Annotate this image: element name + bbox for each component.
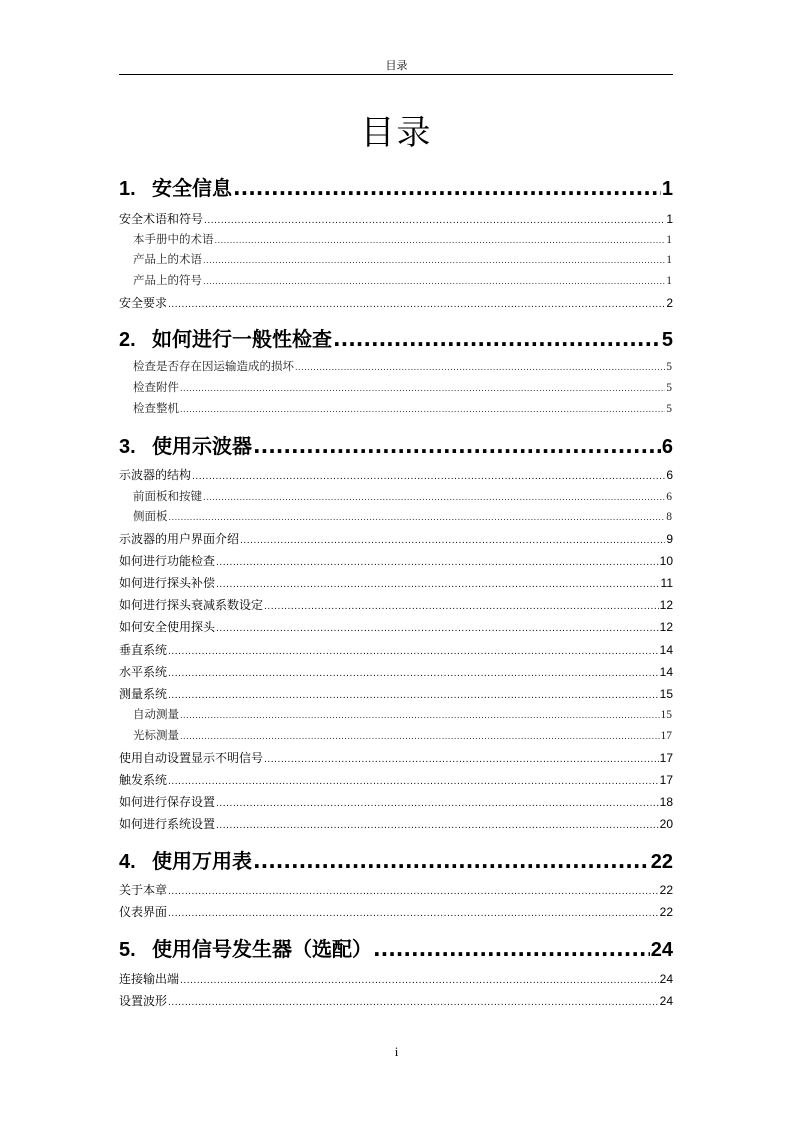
toc-dot-leader [180, 405, 665, 414]
toc-entry-title: 触发系统 [119, 773, 168, 787]
toc-entry-title: 安全术语和符号 [119, 212, 204, 226]
toc-dot-leader [264, 602, 659, 612]
toc-dot-leader [180, 976, 659, 986]
toc-subsection-entry[interactable] [133, 231, 672, 247]
toc-page-number: 18 [659, 795, 673, 809]
toc-page-number: 11 [660, 576, 673, 590]
toc-dot-leader [180, 711, 660, 720]
toc-page-number: 6 [666, 468, 673, 482]
toc-page-number: 15 [660, 709, 672, 721]
toc-dot-leader [295, 363, 665, 372]
toc-page-number: 20 [659, 817, 673, 831]
toc-dot-leader [168, 777, 659, 787]
toc-entry-title: 本手册中的术语 [133, 232, 214, 246]
toc-section-entry[interactable] [119, 574, 673, 591]
toc-dot-leader [264, 755, 659, 765]
toc-subsection-entry[interactable] [133, 488, 672, 504]
toc-page-number: 6 [661, 436, 673, 458]
toc-page-number: 17 [659, 751, 673, 765]
toc-section-entry[interactable] [119, 663, 673, 680]
toc-dot-leader [180, 384, 665, 393]
toc-dot-leader [169, 513, 666, 522]
toc-entry-title: 光标测量 [133, 728, 179, 742]
toc-page-number: 1 [666, 254, 672, 266]
toc-page-number: 8 [666, 511, 672, 523]
toc-page-number: 17 [660, 730, 672, 742]
toc-entry-title: 设置波形 [119, 994, 168, 1008]
toc-page-number: 17 [659, 773, 673, 787]
toc-subsection-entry[interactable] [133, 358, 672, 374]
toc-subsection-entry[interactable] [133, 251, 672, 267]
toc-subsection-entry[interactable] [133, 400, 672, 416]
toc-entry-title: 仪表界面 [119, 905, 168, 919]
toc-dot-leader [216, 799, 659, 809]
toc-subsection-entry[interactable] [133, 272, 672, 288]
toc-entry-title: 检查整机 [133, 401, 179, 415]
toc-entry-title: 示波器的结构 [119, 468, 192, 482]
toc-section-entry[interactable] [119, 815, 673, 832]
toc-section-entry[interactable] [119, 618, 673, 635]
toc-entry-title: 使用示波器 [152, 434, 252, 458]
toc-dot-leader [203, 256, 665, 265]
toc-entry-title: 如何安全使用探头 [119, 620, 216, 634]
toc-page-number: 24 [659, 994, 673, 1008]
toc-entry-title: 连接输出端 [119, 972, 180, 986]
toc-page-number: 15 [659, 687, 673, 701]
toc-page-number: 22 [659, 905, 673, 919]
toc-entry-title: 如何进行一般性检查 [152, 327, 332, 351]
toc-dot-leader [216, 821, 659, 831]
toc-page-number: 6 [666, 491, 672, 503]
toc-dot-leader [253, 849, 650, 873]
toc-dot-leader [216, 580, 660, 590]
toc-entry-title: 示波器的用户界面介绍 [119, 532, 240, 546]
toc-page-number: 1 [666, 212, 673, 226]
toc-subsection-entry[interactable] [133, 508, 672, 524]
toc-dot-leader [204, 216, 665, 226]
toc-page-number: 24 [659, 972, 673, 986]
toc-entry-title: 关于本章 [119, 883, 168, 897]
toc-section-entry[interactable] [119, 210, 673, 227]
toc-entry-title: 使用信号发生器（选配） [152, 937, 372, 961]
toc-page-number: 22 [659, 883, 673, 897]
toc-chapter-entry[interactable] [119, 933, 673, 962]
toc-entry-title: 产品上的符号 [133, 273, 202, 287]
toc-page-number: 5 [661, 329, 673, 351]
toc-dot-leader [168, 300, 665, 310]
toc-chapter-entry[interactable] [119, 845, 673, 874]
toc-entry-title: 如何进行探头衰减系数设定 [119, 598, 264, 612]
toc-chapter-entry[interactable] [119, 430, 673, 459]
toc-page-number: 2 [666, 296, 673, 310]
toc-page-number: 1 [661, 178, 673, 200]
toc-subsection-entry[interactable] [133, 379, 672, 395]
toc-entry-title: 检查是否存在因运输造成的损坏 [133, 359, 294, 373]
toc-section-entry[interactable] [119, 992, 673, 1009]
toc-dot-leader [240, 536, 665, 546]
toc-section-entry[interactable] [119, 793, 673, 810]
toc-entry-title: 自动测量 [133, 707, 179, 721]
toc-section-entry[interactable] [119, 530, 673, 547]
toc-dot-leader [168, 887, 659, 897]
toc-chapter-number: 1. [119, 178, 136, 200]
header-divider [119, 74, 673, 75]
toc-dot-leader [168, 669, 659, 679]
toc-entry-title: 使用自动设置显示不明信号 [119, 751, 264, 765]
toc-chapter-number: 3. [119, 436, 136, 458]
toc-entry-title: 测量系统 [119, 687, 168, 701]
toc-entry-title: 检查附件 [133, 380, 179, 394]
toc-dot-leader [203, 277, 665, 286]
toc-chapter-number: 2. [119, 329, 136, 351]
toc-section-entry[interactable] [119, 552, 673, 569]
toc-section-entry[interactable] [119, 596, 673, 613]
toc-page-number: 14 [659, 665, 673, 679]
toc-dot-leader [333, 327, 661, 351]
toc-dot-leader [168, 647, 659, 657]
toc-page-number: 5 [666, 361, 672, 373]
toc-entry-title: 垂直系统 [119, 643, 168, 657]
toc-dot-leader [180, 732, 660, 741]
toc-section-entry[interactable] [119, 903, 673, 920]
toc-dot-leader [203, 493, 665, 502]
toc-page-number: 10 [659, 554, 673, 568]
toc-page-number: 24 [650, 939, 673, 961]
toc-chapter-number: 4. [119, 851, 136, 873]
toc-subsection-entry[interactable] [133, 706, 672, 722]
toc-entry-title: 使用万用表 [152, 849, 252, 873]
toc-page-number: 9 [666, 532, 673, 546]
toc-entry-title: 安全要求 [119, 296, 168, 310]
page-number: i [394, 1044, 399, 1059]
toc-entry-title: 如何进行系统设置 [119, 817, 216, 831]
toc-page-number: 22 [650, 851, 673, 873]
toc-section-entry[interactable] [119, 749, 673, 766]
toc-dot-leader [253, 434, 661, 458]
toc-section-entry[interactable] [119, 641, 673, 658]
toc-entry-title: 侧面板 [133, 509, 168, 523]
toc-dot-leader [168, 691, 659, 701]
toc-page-number: 12 [659, 620, 673, 634]
page-title: 目录 [360, 113, 433, 153]
toc-page-number: 1 [666, 275, 672, 287]
toc-dot-leader [233, 176, 661, 200]
toc-page-number: 1 [666, 234, 672, 246]
toc-section-entry[interactable] [119, 294, 673, 311]
toc-dot-leader [216, 558, 659, 568]
toc-section-entry[interactable] [119, 881, 673, 898]
toc-section-entry[interactable] [119, 771, 673, 788]
toc-section-entry[interactable] [119, 685, 673, 702]
toc-dot-leader [192, 472, 665, 482]
toc-page-number: 14 [659, 643, 673, 657]
toc-entry-title: 如何进行功能检查 [119, 554, 216, 568]
toc-chapter-entry[interactable] [119, 323, 673, 352]
toc-chapter-number: 5. [119, 939, 136, 961]
toc-section-entry[interactable] [119, 970, 673, 987]
toc-page-number: 12 [659, 598, 673, 612]
toc-entry-title: 安全信息 [152, 176, 232, 200]
toc-page-number: 5 [666, 403, 672, 415]
toc-entry-title: 如何进行保存设置 [119, 795, 216, 809]
toc-entry-title: 水平系统 [119, 665, 168, 679]
running-header: 目录 [385, 59, 408, 72]
toc-entry-title: 如何进行探头补偿 [119, 576, 216, 590]
toc-dot-leader [168, 909, 659, 919]
toc-entry-title: 产品上的术语 [133, 252, 202, 266]
toc-dot-leader [215, 236, 666, 245]
toc-dot-leader [168, 998, 659, 1008]
toc-dot-leader [216, 624, 659, 634]
toc-chapter-entry[interactable] [119, 172, 673, 201]
toc-dot-leader [373, 937, 650, 961]
toc-subsection-entry[interactable] [133, 727, 672, 743]
toc-page-number: 5 [666, 382, 672, 394]
toc-section-entry[interactable] [119, 466, 673, 483]
toc-entry-title: 前面板和按键 [133, 489, 202, 503]
